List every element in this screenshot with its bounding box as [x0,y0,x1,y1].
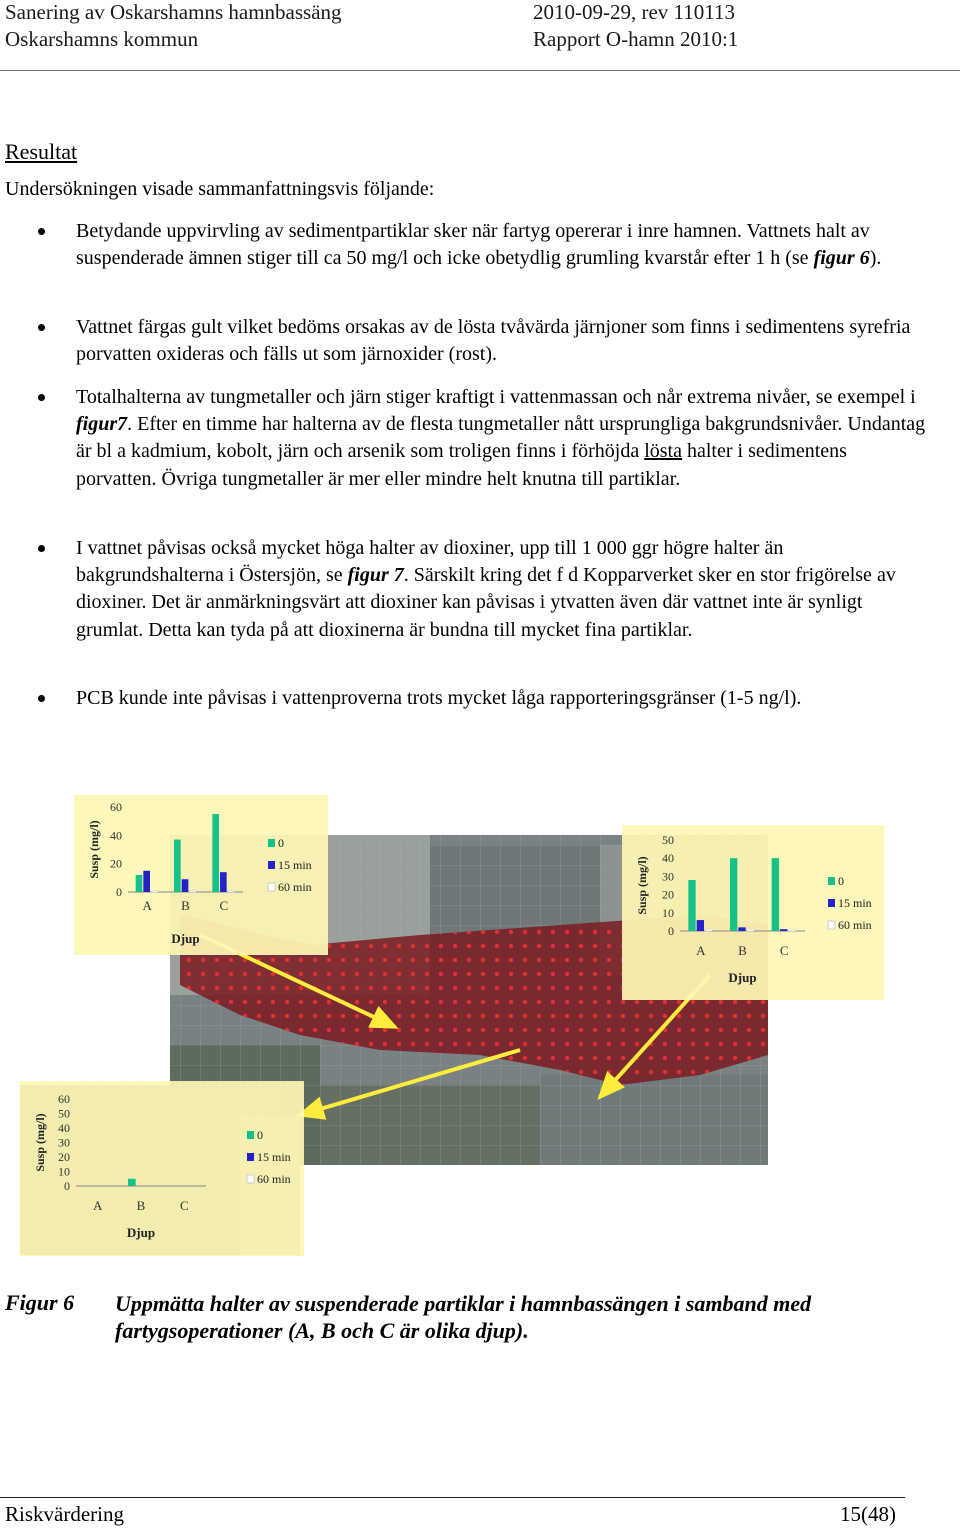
x-axis-label: Djup [126,1225,156,1240]
y-tick-label: 0 [116,885,122,899]
bullet-text-part: Betydande uppvirvling av sedimentpartiklar sker när fartyg opererar i inre hamnen. Vattnets halt av suspenderade ämnen stiger till ca 50 mg/l och icke obetydlig grumling kvarstår efter 1 h (se [76,220,870,270]
header-date: 2010-09-29, rev 110113 [533,0,735,24]
y-axis-label: Susp (mg/l) [635,856,649,915]
legend-swatch [828,877,835,885]
chart-bar [788,929,795,931]
bullet-text [76,218,926,272]
y-tick-label: 10 [58,1164,70,1179]
bullet-text-part: PCB kunde inte påvisas i vattenproverna trots mycket låga rapporteringsgränser (1-5 ng/l). [76,687,802,709]
chart-bar [136,875,143,892]
header-org: Oskarshamns kommun [5,27,199,51]
header-report: Rapport O-hamn 2010:1 [533,27,739,51]
chart-bar [212,814,219,892]
bullet-text [76,535,926,644]
y-tick-label: 10 [662,905,674,920]
legend-swatch [247,1175,254,1183]
legend-label: 0 [278,836,284,850]
chart-bar [772,858,779,931]
legend-label: 15 min [278,858,312,872]
legend-label: 60 min [278,880,312,894]
figure-reference-link[interactable]: figur 6 [813,247,870,270]
chart-bar [738,927,745,931]
y-tick-label: 40 [662,851,674,866]
figure-reference-link[interactable]: figur7 [76,413,128,436]
bullet-text-part: Totalhalterna av tungmetaller och järn stiger kraftigt i vattenmassan och når extrema nivåer, se exempel i [76,386,916,408]
chart-bar [143,871,150,892]
chart-bar [220,872,227,892]
chart-bar [189,891,196,892]
legend-label: 15 min [257,1150,291,1164]
y-tick-label: 40 [58,1121,70,1135]
chart-bar [128,1179,136,1186]
legend-swatch [828,899,835,907]
chart-bar [730,858,737,931]
y-tick-label: 20 [662,887,674,902]
x-axis-label: Djup [728,970,757,985]
x-axis-label: Djup [171,931,200,946]
y-tick-label: 30 [662,869,674,884]
chart-bar [747,929,754,931]
bullet-text [76,314,926,368]
chart-bar [151,891,158,892]
figure-label: Figur 6 [5,1290,75,1315]
bullet-icon [38,324,45,331]
y-tick-label: 0 [668,924,674,938]
bullet-text [76,685,926,712]
chart-bar [228,891,235,892]
x-tick-label: B [181,898,190,913]
legend-label: 60 min [257,1172,291,1186]
legend-swatch [247,1153,254,1161]
chart-bar [182,879,189,892]
y-tick-label: 20 [58,1150,70,1164]
bullet-icon [38,394,45,401]
underlined-word: lösta [644,440,682,463]
chart-bar [697,920,704,931]
chart-bar [174,840,181,892]
header-title: Sanering av Oskarshamns hamnbassäng [5,0,342,24]
chart-bottom-left [20,1081,304,1256]
y-tick-label: 20 [110,856,122,871]
footer-section: Riskvärdering [5,1502,124,1526]
y-tick-label: 0 [64,1179,70,1193]
y-tick-label: 30 [58,1135,70,1150]
bullet-text [76,384,926,493]
y-tick-label: 60 [58,1092,70,1106]
page-number: 15(48) [840,1502,896,1526]
figure-reference-link[interactable]: figur 7 [347,564,404,587]
chart-background [74,795,328,955]
x-tick-label: B [136,1198,146,1213]
y-tick-label: 50 [662,833,674,847]
x-tick-label: B [738,943,747,958]
legend-swatch [828,921,835,929]
chart-bar [780,929,787,931]
figure-caption: Uppmätta halter av suspenderade partiklar i hamnbassängen i samband med fartygsoperationer (A, B och C är olika djup). [115,1291,812,1343]
header-divider [0,70,960,71]
legend-label: 15 min [838,896,872,910]
x-tick-label: A [142,898,152,913]
y-tick-label: 50 [58,1106,70,1121]
y-axis-label: Susp (mg/l) [33,1113,47,1172]
y-axis-label: Susp (mg/l) [87,820,101,879]
footer-divider [0,1497,905,1498]
section-intro: Undersökningen visade sammanfattningsvis följande: [5,178,435,200]
legend-swatch [268,839,275,847]
chart-bar [705,929,712,931]
bullet-icon [38,695,45,702]
x-tick-label: C [779,943,789,958]
legend-label: 60 min [838,918,872,932]
legend-label: 0 [257,1128,263,1142]
chart-bar [688,880,695,931]
legend-label: 0 [838,874,844,888]
y-tick-label: 60 [110,800,122,814]
bullet-text-part: . Särskilt kring det f d Kopparverket sker en stor frigörelse av dioxiner. Det är anmärkningsvärt att dioxiner kan påvisas i ytvatten även där vattnet inte är synligt grumlat. Detta kan tyda på att dioxinerna är bundna till mycket fina partiklar. [76,564,896,641]
chart-top-right [622,825,884,1000]
bullet-text-part: . Efter en timme har halterna av de flesta tungmetaller nått ursprungliga bakgrundsnivåer. Undantag är bl a kadmium, kobolt, järn och arsenik som troligen finns i förhöjda [76,413,926,463]
harbour-figure [0,785,960,1265]
x-tick-label: A [696,943,706,958]
bullet-text-part: Vattnet färgas gult vilket bedöms orsakas av de lösta tvåvärda järnjoner som finns i sedimentens syrefria porvatten oxideras och fälls ut som järnoxider (rost). [76,316,911,366]
bullet-text-part: ). [869,247,882,270]
bullet-icon [38,545,45,552]
section-title: Resultat [5,139,78,164]
legend-swatch [247,1131,254,1139]
y-tick-label: 40 [110,828,122,843]
bullet-icon [38,228,45,235]
bullet-text-part: I vattnet påvisas också mycket höga halter av dioxiner, upp till 1 000 ggr högre halter än bakgrundshalterna i Östersjön, se [76,537,784,587]
x-tick-label: A [92,1198,103,1213]
legend-swatch [268,861,275,869]
chart-top-left [74,795,328,955]
bullet-text-part: halter i sedimentens porvatten. Övriga tungmetaller är mer eller mindre helt knutna till partiklar. [76,440,847,490]
x-tick-label: C [179,1198,189,1213]
legend-swatch [268,883,275,891]
x-tick-label: C [219,898,229,913]
